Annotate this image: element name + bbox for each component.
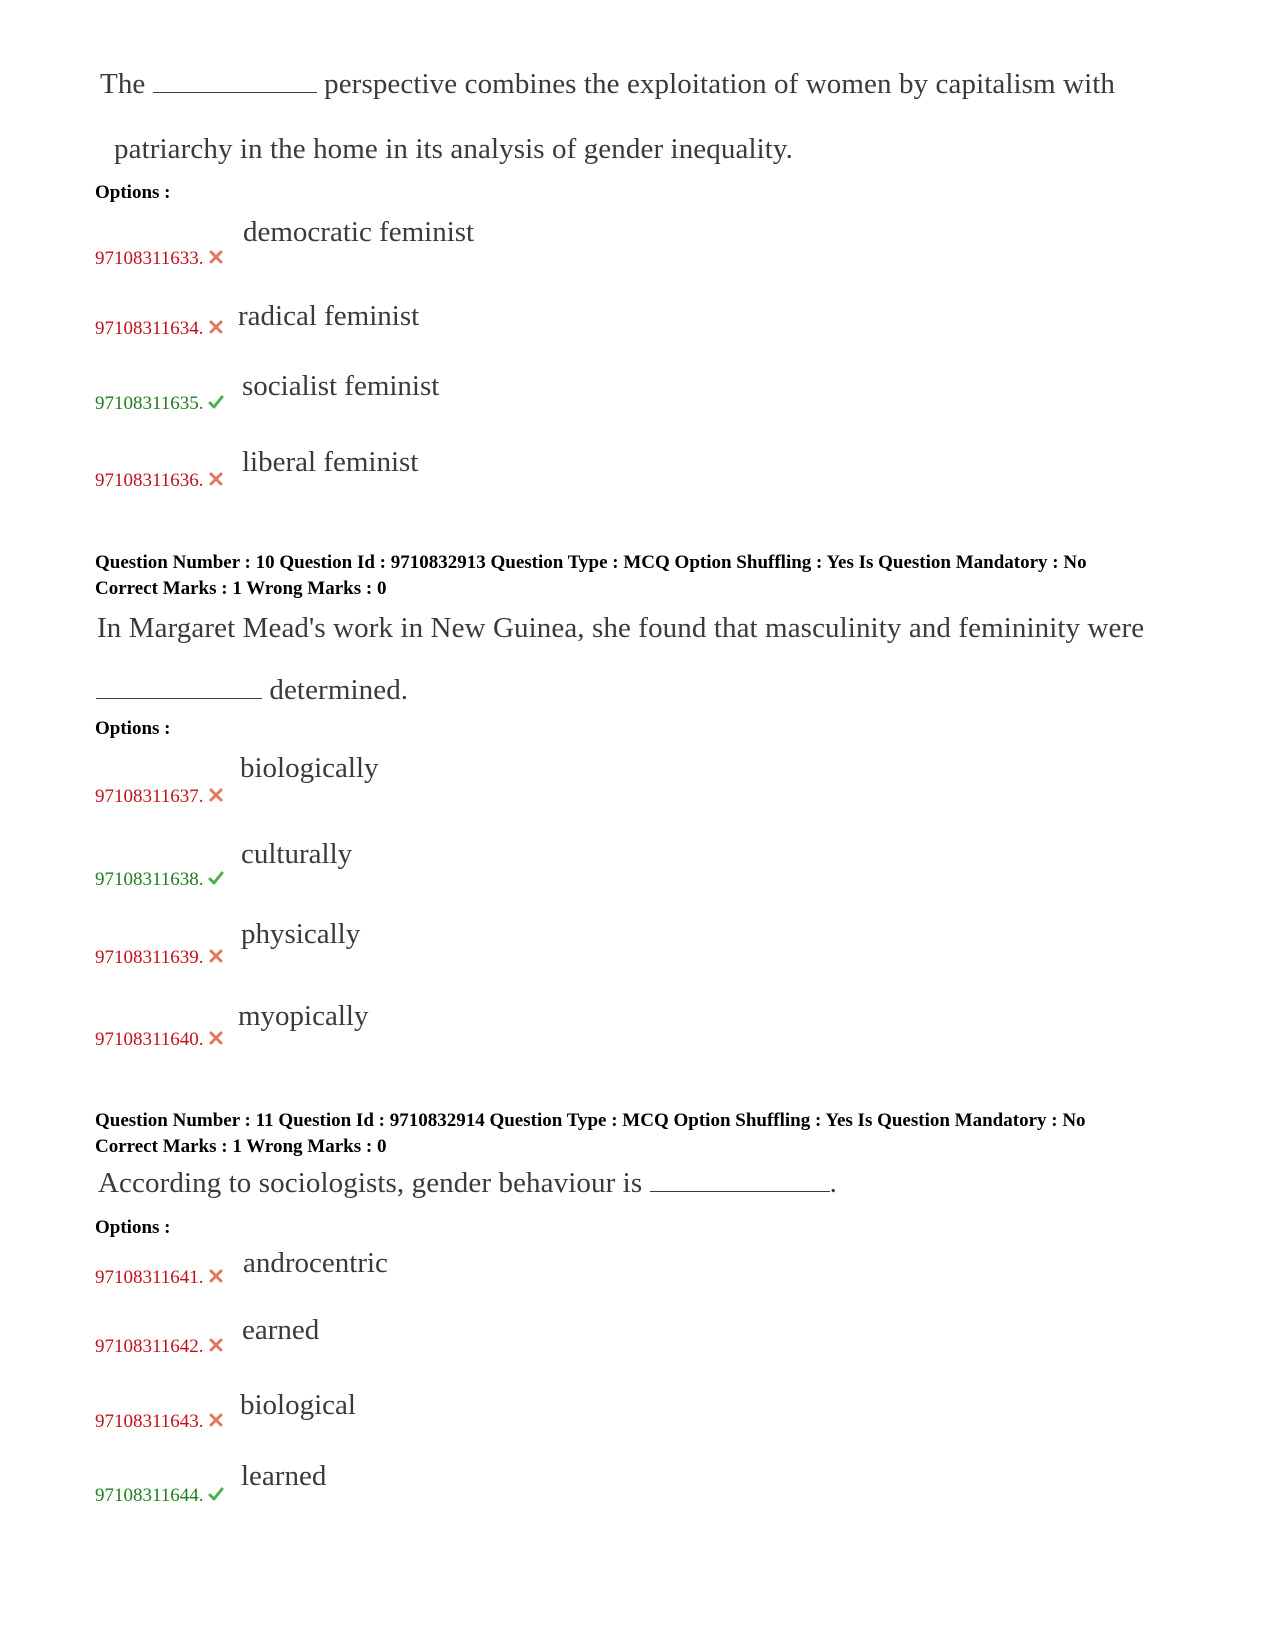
option-id: 97108311637. xyxy=(95,786,204,807)
question-9-text-line-1 xyxy=(100,68,1115,101)
cross-icon xyxy=(208,1030,224,1046)
option-id: 97108311641. xyxy=(95,1267,204,1288)
option-row xyxy=(95,786,224,808)
question-10-meta: Question Number : 10 Question Id : 9710832913 Question Type : MCQ Option Shuffling : Yes Is Question Mandatory : No xyxy=(95,552,1087,573)
cross-icon xyxy=(208,1268,224,1284)
option-row xyxy=(95,1267,224,1289)
question-text-fragment: determined. xyxy=(269,674,409,706)
option-text: democratic feminist xyxy=(243,216,475,248)
option-row xyxy=(95,1485,224,1507)
option-row xyxy=(95,1411,224,1433)
option-id: 97108311636. xyxy=(95,470,204,491)
question-10-marks: Correct Marks : 1 Wrong Marks : 0 xyxy=(95,578,387,599)
option-text: myopically xyxy=(238,1000,369,1032)
option-row xyxy=(95,1336,224,1358)
option-text: culturally xyxy=(241,838,353,870)
option-row xyxy=(95,947,224,969)
option-row xyxy=(95,318,224,340)
options-label: Options : xyxy=(95,1217,171,1238)
option-text: learned xyxy=(241,1460,327,1492)
question-text-fragment: . xyxy=(829,1167,837,1199)
cross-icon xyxy=(208,319,224,335)
question-11-meta: Question Number : 11 Question Id : 9710832914 Question Type : MCQ Option Shuffling : Yes Is Question Mandatory : No xyxy=(95,1110,1086,1131)
option-text: earned xyxy=(242,1314,320,1346)
option-row xyxy=(95,470,224,492)
option-id: 97108311633. xyxy=(95,248,204,269)
cross-icon xyxy=(208,787,224,803)
option-row xyxy=(95,1029,224,1051)
options-label: Options : xyxy=(95,718,171,739)
option-text: androcentric xyxy=(243,1247,388,1279)
option-id: 97108311643. xyxy=(95,1411,204,1432)
question-11-marks: Correct Marks : 1 Wrong Marks : 0 xyxy=(95,1136,387,1157)
answer-blank xyxy=(153,70,317,93)
option-id: 97108311639. xyxy=(95,947,204,968)
question-10-text-line-2 xyxy=(96,674,408,707)
option-text: liberal feminist xyxy=(242,446,419,478)
checkmark-icon xyxy=(208,394,224,410)
cross-icon xyxy=(208,471,224,487)
option-text: radical feminist xyxy=(238,300,420,332)
option-id: 97108311638. xyxy=(95,869,204,890)
cross-icon xyxy=(208,948,224,964)
option-text: physically xyxy=(241,918,361,950)
checkmark-icon xyxy=(208,1486,224,1502)
answer-blank xyxy=(96,676,262,699)
option-id: 97108311640. xyxy=(95,1029,204,1050)
option-row xyxy=(95,393,224,415)
option-text: socialist feminist xyxy=(242,370,440,402)
option-text: biological xyxy=(240,1389,356,1421)
question-text-fragment: According to sociologists, gender behaviour is xyxy=(98,1167,643,1199)
cross-icon xyxy=(208,1412,224,1428)
option-row xyxy=(95,869,224,891)
option-id: 97108311634. xyxy=(95,318,204,339)
checkmark-icon xyxy=(208,870,224,886)
cross-icon xyxy=(208,249,224,265)
options-label: Options : xyxy=(95,182,171,203)
option-row xyxy=(95,248,224,270)
option-id: 97108311635. xyxy=(95,393,204,414)
question-10-text-line-1: In Margaret Mead's work in New Guinea, she found that masculinity and femininity were xyxy=(97,612,1145,644)
answer-blank xyxy=(650,1169,830,1192)
question-11-text-line-1 xyxy=(98,1167,837,1200)
question-text-fragment: perspective combines the exploitation of women by capitalism with xyxy=(324,68,1116,100)
cross-icon xyxy=(208,1337,224,1353)
option-id: 97108311644. xyxy=(95,1485,204,1506)
question-text-fragment: The xyxy=(100,68,146,100)
question-9-text-line-2: patriarchy in the home in its analysis of gender inequality. xyxy=(114,133,793,165)
option-text: biologically xyxy=(240,752,379,784)
option-id: 97108311642. xyxy=(95,1336,204,1357)
